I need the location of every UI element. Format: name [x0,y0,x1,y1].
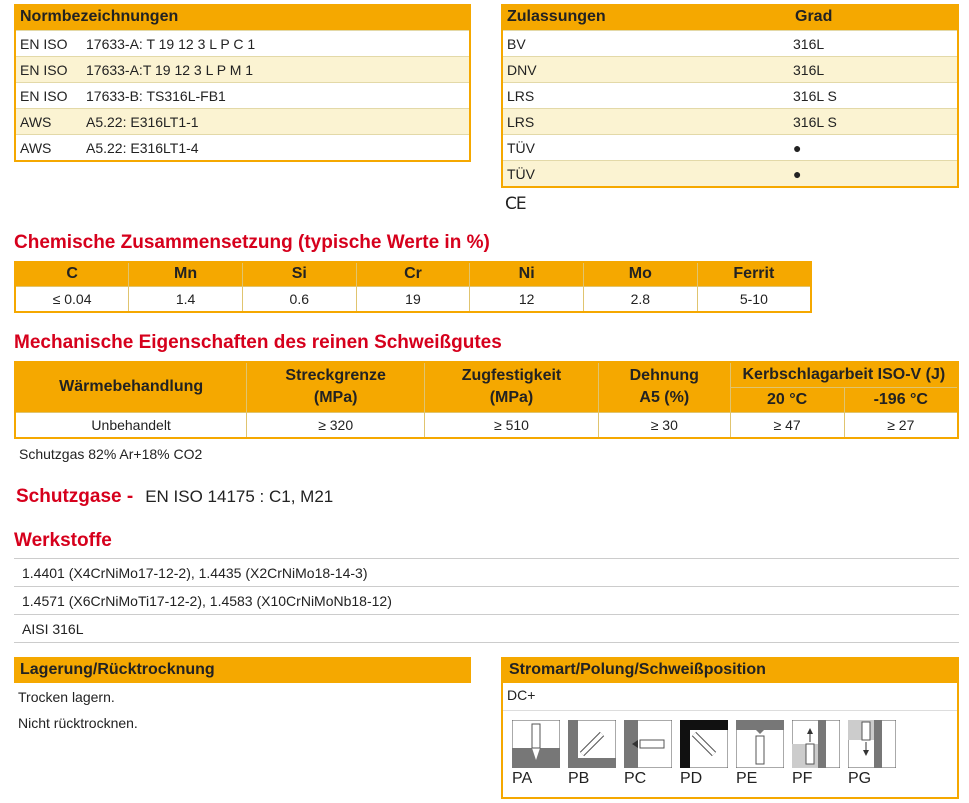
norm-row [16,134,469,160]
approval-grade: 316L S [793,114,837,130]
norm-std: AWS [20,114,52,130]
approval-name: LRS [507,88,535,104]
chem-value-row [15,286,811,312]
approval-name: TÜV [507,166,535,182]
gas-value: EN ISO 14175 : C1, M21 [145,487,334,506]
norm-code: 17633-A:T 19 12 3 L P M 1 [86,62,254,78]
approval-row [503,160,957,186]
approval-name: LRS [507,114,535,130]
norm-std: EN ISO [20,36,68,52]
mech-header-t1: 20 °C [730,387,844,412]
approvals-title: Zulassungen [507,8,606,25]
position-label: PB [568,770,590,787]
chem-value: 5-10 [697,286,811,312]
position-pb-icon [568,720,616,768]
position-pd-icon [680,720,728,768]
norm-std: EN ISO [20,62,68,78]
chem-header: Cr [356,262,470,286]
material-row: 1.4401 (X4CrNiMo17-12-2), 1.4435 (X2CrNiMo18-14-3) [14,559,959,587]
mech-header-heat: Wärmebehandlung [15,362,247,412]
mech-header-yield-1: Streckgrenze [285,367,386,385]
norm-row [16,82,469,108]
current-title: Stromart/Polung/Schweißposition [503,657,957,683]
approvals-section [501,4,959,214]
mech-yield: ≥ 320 [247,412,425,438]
position-pf-icon [792,720,840,768]
approval-row [503,108,957,134]
norm-section [14,4,471,162]
mech-header-elong-2: A5 (%) [639,389,690,407]
mech-header-tensile-2: (MPa) [489,389,534,407]
chem-title: Chemische Zusammensetzung (typische Werte in %) [14,232,490,253]
norm-table [14,30,471,162]
mech-header-elong [598,362,730,412]
approval-name: TÜV [507,140,535,156]
mech-header-elong-1: Dehnung [629,367,699,385]
approval-name: DNV [507,62,537,78]
position-pe-icon [736,720,784,768]
ce-mark-icon: CE [505,194,526,214]
approval-row [503,82,957,108]
mech-header-tensile-1: Zugfestigkeit [461,367,562,385]
norm-row [16,30,469,56]
gas-title: Schutzgase - [16,486,134,507]
position-pa-icon [512,720,560,768]
approval-grade: 316L [793,62,825,78]
chem-header: Mn [129,262,243,286]
mech-note: Schutzgas 82% Ar+18% CO2 [19,446,203,462]
mech-tensile: ≥ 510 [425,412,599,438]
current-value: DC+ [503,683,957,711]
mech-heat: Unbehandelt [15,412,247,438]
approval-grade: ● [793,140,802,156]
mech-header-impact: Kerbschlagarbeit ISO-V (J) [730,362,958,387]
mech-header-yield [247,362,425,412]
position-label: PG [848,770,872,787]
mech-value-row [15,412,958,438]
position-label: PE [736,770,758,787]
position-label: PF [792,770,813,787]
mech-table [14,361,959,439]
chem-value: 0.6 [242,286,356,312]
norm-row [16,108,469,134]
chem-header: Si [242,262,356,286]
mech-title: Mechanische Eigenschaften des reinen Schweißgutes [14,332,502,353]
chem-value: 2.8 [583,286,697,312]
chem-header: Mo [583,262,697,286]
norm-row [16,56,469,82]
storage-line-1: Trocken lagern. [18,689,115,705]
mech-elong: ≥ 30 [598,412,730,438]
approval-row [503,56,957,82]
material-row: AISI 316L [14,615,959,643]
chem-value: 19 [356,286,470,312]
norm-code: A5.22: E316LT1-4 [86,140,199,156]
chem-header: Ferrit [697,262,811,286]
chem-value: ≤ 0.04 [15,286,129,312]
chem-header: Ni [470,262,584,286]
approval-row [503,134,957,160]
norm-code: 17633-B: TS316L-FB1 [86,88,226,104]
norm-code: 17633-A: T 19 12 3 L P C 1 [86,36,256,52]
mech-header-tensile [425,362,599,412]
position-label: PD [680,770,703,787]
position-label: PC [624,770,647,787]
norm-std: AWS [20,140,52,156]
gas-section [16,486,333,508]
mech-header-row [15,362,958,387]
chem-header-row [15,262,811,286]
mech-impact-196: ≥ 27 [844,412,958,438]
material-row: 1.4571 (X6CrNiMoTi17-12-2), 1.4583 (X10CrNiMoNb18-12) [14,587,959,615]
approval-grade: ● [793,166,802,182]
chem-table [14,261,812,313]
materials-list [14,558,959,643]
chem-header: C [15,262,129,286]
materials-title: Werkstoffe [14,530,112,551]
norm-code: A5.22: E316LT1-1 [86,114,199,130]
approval-name: BV [507,36,526,52]
chem-value: 1.4 [129,286,243,312]
norm-std: EN ISO [20,88,68,104]
storage-line-2: Nicht rücktrocknen. [18,715,138,731]
approvals-table [501,30,959,188]
approval-grade: 316L [793,36,825,52]
approval-grade: 316L S [793,88,837,104]
norm-title: Normbezeichnungen [14,4,471,30]
storage-section [14,657,471,731]
storage-title: Lagerung/Rücktrocknung [14,657,471,683]
position-pg-icon [848,720,896,768]
mech-header-t2: -196 °C [844,387,958,412]
position-pc-icon [624,720,672,768]
grade-header: Grad [795,8,833,25]
chem-value: 12 [470,286,584,312]
mech-impact-20: ≥ 47 [730,412,844,438]
approval-row [503,30,957,56]
approvals-header [501,4,959,30]
mech-header-yield-2: (MPa) [313,389,358,407]
position-label: PA [512,770,533,787]
